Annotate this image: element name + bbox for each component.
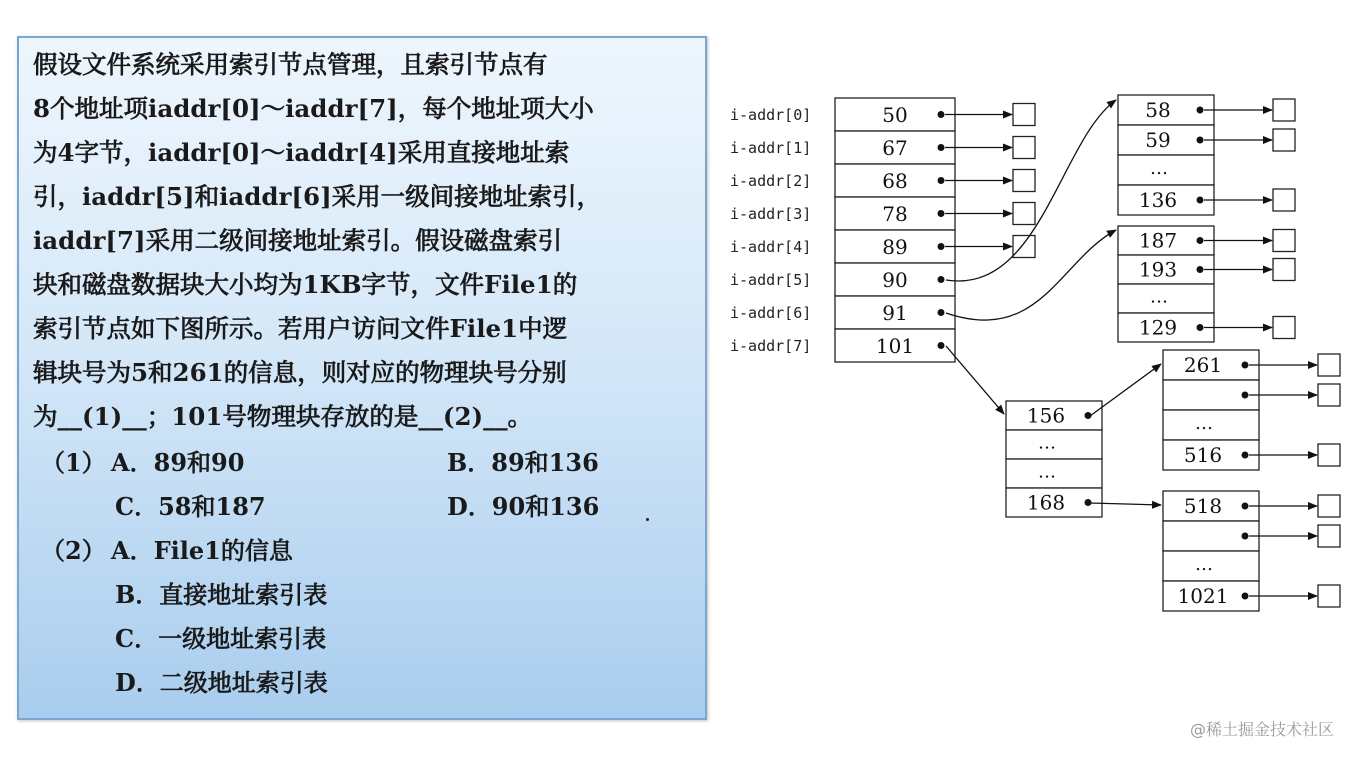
data-block-box <box>1318 495 1340 517</box>
question-line: 为__(1)__；101号物理块存放的是__(2)__。 <box>33 402 533 431</box>
level1-block-b-ellipsis: … <box>1150 286 1170 308</box>
inode-value: 78 <box>882 202 908 226</box>
inode-pointer-dot <box>938 177 945 184</box>
question-line: 块和磁盘数据块大小均为1KB字节，文件File1的 <box>33 270 578 299</box>
watermark: @稀土掘金技术社区 <box>1189 720 1334 739</box>
q1-option-b[interactable]: B．89和136 <box>447 448 599 477</box>
level2-block-b-pointer-dot <box>1242 533 1249 540</box>
q1-option-a[interactable]: A．89和90 <box>111 448 245 477</box>
level1-block-a-value: 59 <box>1145 128 1171 152</box>
inode-label: i-addr[4] <box>730 238 812 256</box>
data-block-box <box>1318 354 1340 376</box>
inode-value: 91 <box>882 301 908 325</box>
data-block-box <box>1273 189 1295 211</box>
question-line: iaddr[7]采用二级间接地址索引。假设磁盘索引 <box>33 226 563 255</box>
inode-value: 68 <box>882 169 908 193</box>
level2-block-a-pointer-dot <box>1242 392 1249 399</box>
level1-block-b-pointer-dot <box>1197 237 1204 244</box>
question-line: 8个地址项iaddr[0]～iaddr[7]，每个地址项大小 <box>33 94 594 123</box>
level1-block-a-pointer-dot <box>1197 197 1204 204</box>
q2-option-a[interactable]: A．File1的信息 <box>111 536 293 565</box>
data-block-box <box>1273 259 1295 281</box>
inode-pointer-dot <box>938 342 945 349</box>
q1-option-c[interactable]: C．58和187 <box>115 492 266 521</box>
data-block-box <box>1013 104 1035 126</box>
q2-option-c[interactable]: C．一级地址索引表 <box>115 624 327 653</box>
inode-label: i-addr[1] <box>730 139 812 157</box>
level2-block-a-value: 261 <box>1183 353 1223 377</box>
inode-value: 50 <box>882 103 908 127</box>
q2-option-b[interactable]: B．直接地址索引表 <box>115 580 328 609</box>
data-block-box <box>1013 137 1035 159</box>
stray-dot <box>646 518 649 521</box>
level1-block-a-ellipsis: … <box>1150 158 1170 179</box>
level2-block-b-ellipsis: … <box>1195 554 1215 575</box>
level1-block-a-pointer-dot <box>1197 107 1204 114</box>
inode-pointer-dot <box>938 111 945 118</box>
question-panel <box>17 36 707 720</box>
level2-156-arrow <box>1090 364 1161 416</box>
inode-pointer-dot <box>938 243 945 250</box>
data-block-box <box>1273 129 1295 151</box>
inode-value: 90 <box>882 268 908 292</box>
level2-block-b-value: 518 <box>1183 494 1223 518</box>
data-block-box <box>1013 236 1035 258</box>
data-block-box <box>1318 525 1340 547</box>
level2-index-value: 156 <box>1026 403 1066 428</box>
question-line: 假设文件系统采用索引节点管理，且索引节点有 <box>33 50 548 79</box>
data-block-box <box>1318 384 1340 406</box>
level1-block-a-value: 58 <box>1145 98 1171 122</box>
inode-label: i-addr[3] <box>730 205 812 223</box>
question-line: 引，iaddr[5]和iaddr[6]采用一级间接地址索引， <box>33 182 602 211</box>
level1-block-b-pointer-dot <box>1197 266 1204 273</box>
inode-label: i-addr[6] <box>730 304 812 322</box>
data-block-box <box>1318 444 1340 466</box>
inode-pointer-dot <box>938 309 945 316</box>
inode-pointer-dot <box>938 144 945 151</box>
level1-block-b-pointer-dot <box>1197 324 1204 331</box>
inode-label: i-addr[2] <box>730 172 812 190</box>
level2-block-b-pointer-dot <box>1242 593 1249 600</box>
inode-value: 101 <box>875 334 915 358</box>
question-line: 为4字节，iaddr[0]～iaddr[4]采用直接地址索 <box>33 138 570 167</box>
inode-label: i-addr[0] <box>730 106 812 124</box>
inode-label: i-addr[7] <box>730 337 812 355</box>
iaddr7-arrow <box>946 346 1004 414</box>
inode-pointer-dot <box>938 276 945 283</box>
level2-block-a-pointer-dot <box>1242 452 1249 459</box>
level2-index-ellipsis: … <box>1038 432 1058 454</box>
data-block-box <box>1273 99 1295 121</box>
question-line: 索引节点如下图所示。若用户访问文件File1中逻 <box>33 314 568 343</box>
level1-block-a-value: 136 <box>1138 188 1178 212</box>
question-line: 辑块号为5和261的信息，则对应的物理块号分别 <box>33 358 567 387</box>
level2-block-b-pointer-dot <box>1242 503 1249 510</box>
level2-block-a-ellipsis: … <box>1195 413 1215 434</box>
data-block-box <box>1013 170 1035 192</box>
inode-label: i-addr[5] <box>730 271 812 289</box>
inode-value: 67 <box>882 136 908 160</box>
level2-index-ellipsis: … <box>1038 461 1058 483</box>
q1-option-d[interactable]: D．90和136 <box>447 492 600 521</box>
data-block-box <box>1273 317 1295 339</box>
data-block-box <box>1013 203 1035 225</box>
level2-block-a-value: 516 <box>1183 443 1223 467</box>
q2-option-d[interactable]: D．二级地址索引表 <box>115 668 328 697</box>
level1-block-a-pointer-dot <box>1197 137 1204 144</box>
data-block-box <box>1318 585 1340 607</box>
level1-block-b-value: 187 <box>1138 228 1178 253</box>
diagram-content <box>730 95 1340 611</box>
level2-block-a-pointer-dot <box>1242 362 1249 369</box>
inode-diagram <box>720 80 1350 630</box>
level1-block-b-value: 129 <box>1138 315 1178 340</box>
level2-index-value: 168 <box>1026 490 1066 515</box>
q1-prefix: （1） <box>41 448 106 477</box>
q2-prefix: （2） <box>41 536 106 565</box>
inode-value: 89 <box>882 235 908 259</box>
data-block-box <box>1273 230 1295 252</box>
level2-block-b-value: 1021 <box>1177 584 1229 608</box>
level1-block-b-value: 193 <box>1138 257 1178 282</box>
inode-pointer-dot <box>938 210 945 217</box>
